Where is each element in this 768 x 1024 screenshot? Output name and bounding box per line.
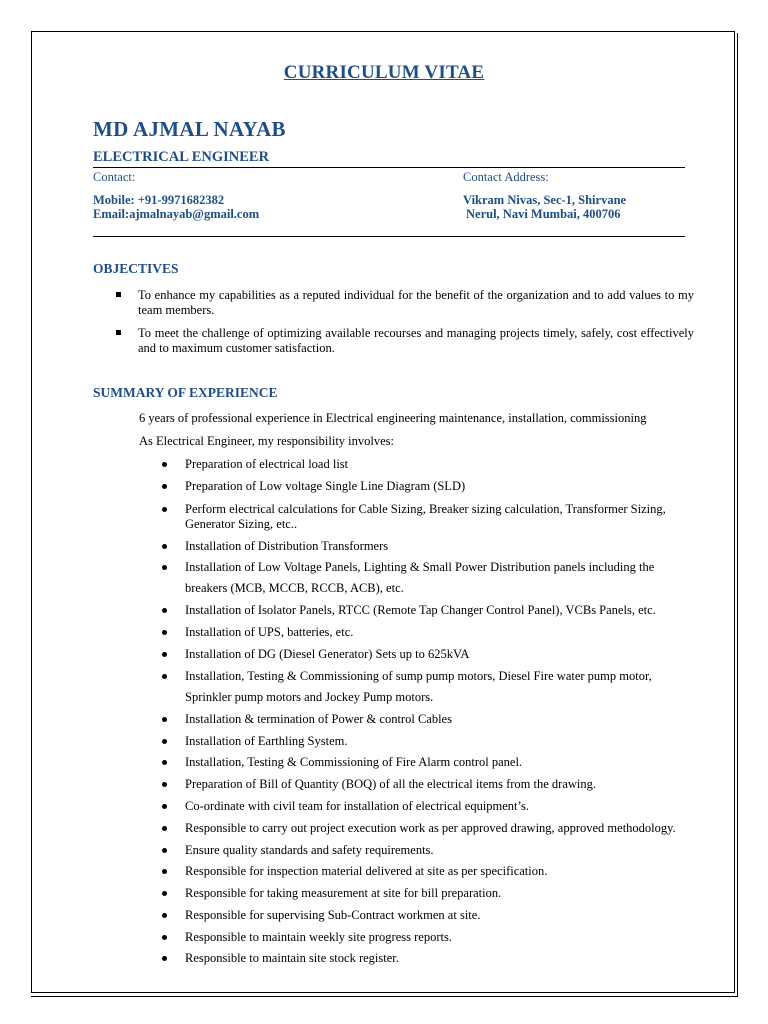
- list-item: Responsible for taking measurement at site for bill preparation.: [162, 883, 692, 904]
- contact-label: Contact:: [93, 170, 136, 184]
- bullet-icon: [162, 760, 167, 765]
- list-item: Ensure quality standards and safety requirements.: [162, 840, 692, 861]
- bullet-icon: [162, 544, 167, 549]
- objectives-heading: OBJECTIVES: [93, 261, 179, 276]
- bullet-icon: [162, 462, 167, 467]
- address-label: Contact Address:: [463, 170, 549, 184]
- list-item: Installation of Low Voltage Panels, Lighting & Small Power Distribution panels including the breakers (MCB, MCCB, RCCB, ACB), etc.: [162, 557, 692, 599]
- list-item: Co-ordinate with civil team for installation of electrical equipment’s.: [162, 796, 692, 817]
- address-line-1: Vikram Nivas, Sec-1, Shirvane: [463, 193, 627, 207]
- list-item: Installation of DG (Diesel Generator) Sets up to 625kVA: [162, 644, 692, 665]
- header-divider: [93, 167, 685, 168]
- responsibility-intro: As Electrical Engineer, my responsibility involves:: [139, 434, 394, 448]
- page-border-shadow-right: [737, 33, 738, 997]
- bullet-icon: [162, 565, 167, 570]
- address-line-2: Nerul, Navi Mumbai, 400706: [466, 207, 621, 221]
- objective-item: To meet the challenge of optimizing available recourses and managing projects timely, safely, cost effectively and to maximum customer satisfaction.: [116, 326, 694, 356]
- list-item: Installation & termination of Power & control Cables: [162, 709, 692, 730]
- experience-heading: SUMMARY OF EXPERIENCE: [93, 385, 278, 400]
- list-item: Installation of UPS, batteries, etc.: [162, 622, 692, 643]
- bullet-icon: [162, 956, 167, 961]
- bullet-icon: [162, 484, 167, 489]
- contact-email: Email:ajmalnayab@gmail.com: [93, 207, 260, 221]
- candidate-role: ELECTRICAL ENGINEER: [93, 149, 270, 165]
- list-item: Responsible for supervising Sub-Contract workmen at site.: [162, 905, 692, 926]
- list-item: Installation, Testing & Commissioning of sump pump motors, Diesel Fire water pump motor, Sprinkler pump motors and Jockey Pump motors.: [162, 666, 692, 708]
- list-item: Installation of Earthling System.: [162, 731, 692, 752]
- bullet-icon: [162, 913, 167, 918]
- list-item: Preparation of Low voltage Single Line Diagram (SLD): [162, 476, 692, 497]
- bullet-icon: [162, 717, 167, 722]
- experience-intro: 6 years of professional experience in Electrical engineering maintenance, installation, commissioning: [139, 411, 647, 425]
- list-item: Perform electrical calculations for Cable Sizing, Breaker sizing calculation, Transformer Sizing, Generator Sizing, etc..: [162, 502, 692, 532]
- contact-mobile: Mobile: +91-9971682382: [93, 193, 225, 207]
- list-item: Responsible to maintain site stock register.: [162, 948, 692, 969]
- candidate-name: MD AJMAL NAYAB: [93, 117, 286, 141]
- bullet-icon: [162, 891, 167, 896]
- list-item: Responsible to carry out project execution work as per approved drawing, approved methodology.: [162, 818, 692, 839]
- square-bullet-icon: [116, 292, 121, 297]
- list-item: Installation of Distribution Transformers: [162, 536, 692, 557]
- list-item: Preparation of electrical load list: [162, 454, 692, 475]
- page-border-shadow-bottom: [31, 996, 737, 997]
- bullet-icon: [162, 652, 167, 657]
- bullet-icon: [162, 507, 167, 512]
- contact-divider: [93, 236, 685, 237]
- square-bullet-icon: [116, 330, 121, 335]
- list-item: Preparation of Bill of Quantity (BOQ) of all the electrical items from the drawing.: [162, 774, 692, 795]
- list-item: Installation, Testing & Commissioning of Fire Alarm control panel.: [162, 752, 692, 773]
- bullet-icon: [162, 674, 167, 679]
- list-item: Responsible for inspection material delivered at site as per specification.: [162, 861, 692, 882]
- bullet-icon: [162, 608, 167, 613]
- list-item: Installation of Isolator Panels, RTCC (Remote Tap Changer Control Panel), VCBs Panels, etc.: [162, 600, 692, 621]
- list-item: Responsible to maintain weekly site progress reports.: [162, 927, 692, 948]
- bullet-icon: [162, 630, 167, 635]
- bullet-icon: [162, 848, 167, 853]
- bullet-icon: [162, 935, 167, 940]
- bullet-icon: [162, 826, 167, 831]
- bullet-icon: [162, 804, 167, 809]
- bullet-icon: [162, 869, 167, 874]
- bullet-icon: [162, 782, 167, 787]
- document-title: CURRICULUM VITAE: [283, 62, 485, 83]
- objective-item: To enhance my capabilities as a reputed individual for the benefit of the organization and to add values to my team members.: [116, 288, 694, 318]
- bullet-icon: [162, 739, 167, 744]
